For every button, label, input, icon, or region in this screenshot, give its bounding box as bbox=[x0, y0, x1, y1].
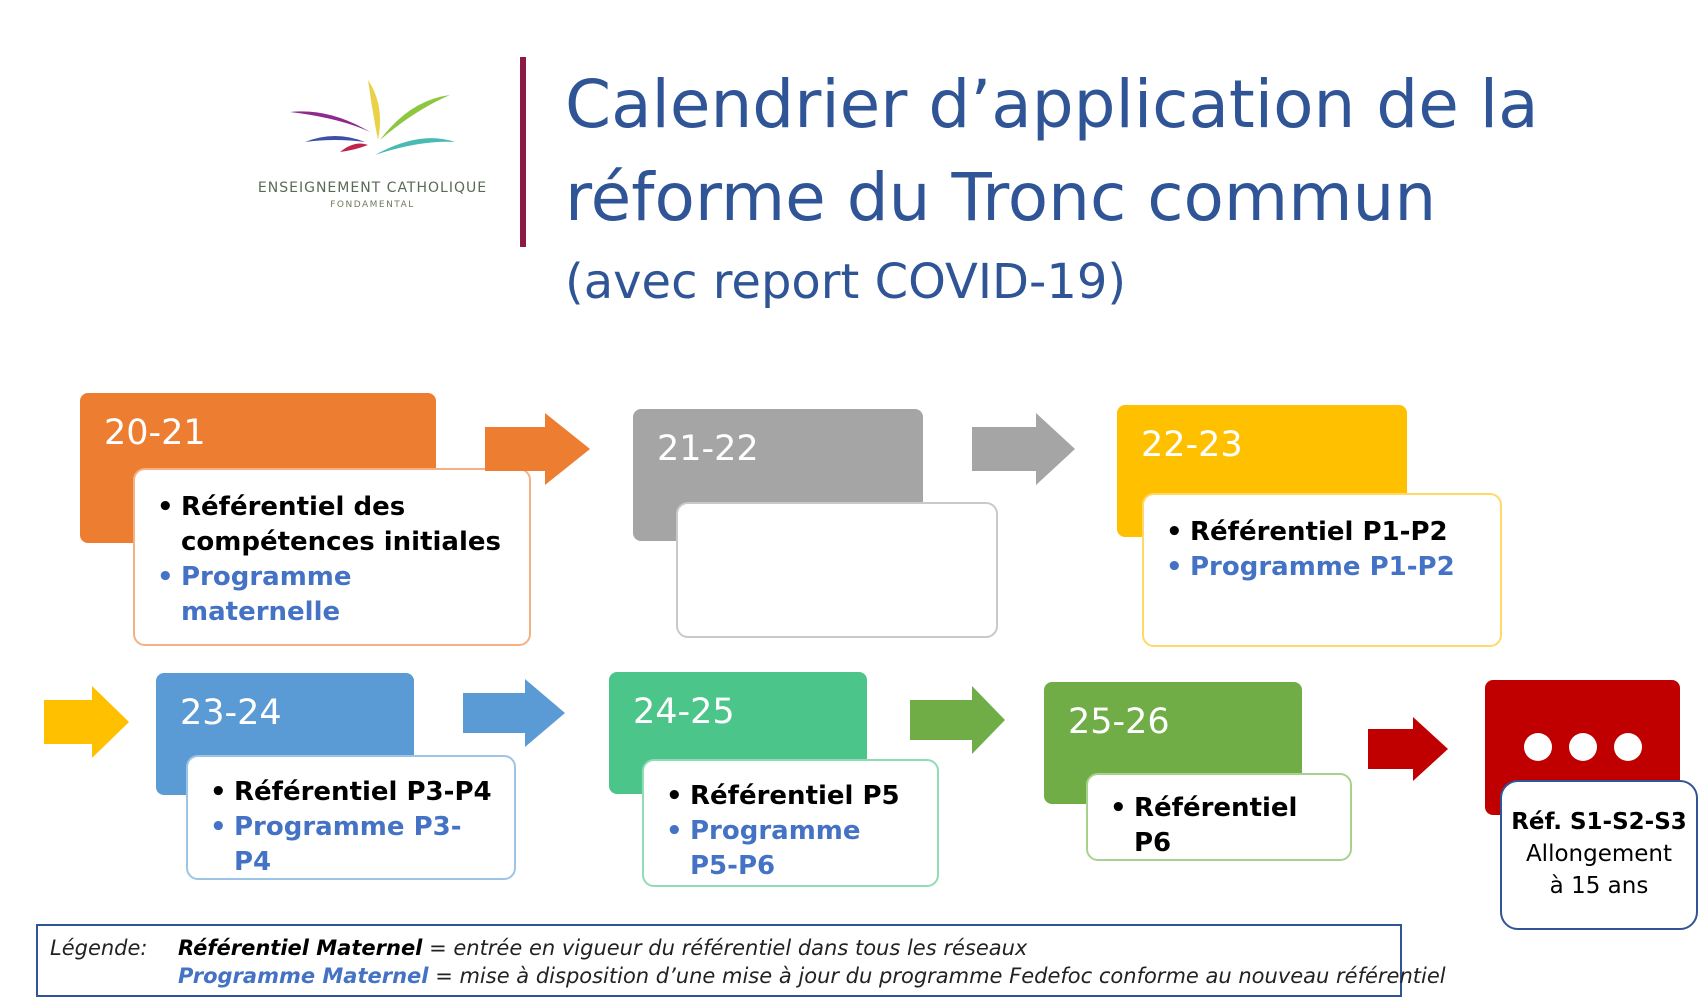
referentiel-item: • Référentiel P5 bbox=[666, 781, 900, 811]
programme-item: • Programme P3-P4 bbox=[210, 812, 462, 878]
legend-line-referentiel bbox=[178, 936, 1027, 960]
page-title-line1: Calendrier d’application de la bbox=[565, 66, 1539, 143]
title-accent-bar bbox=[520, 57, 526, 247]
year-label: 20-21 bbox=[104, 413, 206, 453]
legend-term-programme: Programme Maternel bbox=[178, 964, 429, 988]
arrow-red-icon bbox=[1368, 717, 1448, 781]
year-label: 21-22 bbox=[657, 429, 759, 469]
ellipsis-dot-icon bbox=[1614, 733, 1642, 761]
logo bbox=[250, 70, 495, 220]
page-subtitle: (avec report COVID-19) bbox=[565, 254, 1127, 310]
final-line2: Allongement bbox=[1525, 841, 1673, 868]
referentiel-item: • Référentiel P1-P2 bbox=[1166, 517, 1448, 547]
arrow-orange-icon bbox=[485, 413, 590, 485]
logo-brushstrokes-icon bbox=[250, 70, 495, 180]
programme-item: • Programme P5-P6 bbox=[666, 816, 861, 882]
legend-desc-programme: = mise à disposition d’une mise à jour du programme Fedefoc conforme au nouveau référentiel bbox=[428, 964, 1446, 988]
year-label: 22-23 bbox=[1141, 425, 1243, 465]
secondary-future-box bbox=[1500, 780, 1698, 930]
arrow-green-icon bbox=[910, 686, 1005, 754]
legend-label: Légende: bbox=[50, 936, 148, 960]
logo-name: ENSEIGNEMENT CATHOLIQUE bbox=[257, 180, 488, 196]
referentiel-item: • Référentiel P6 bbox=[1110, 793, 1298, 859]
legend-term-referentiel: Référentiel Maternel bbox=[178, 936, 423, 960]
year-label: 23-24 bbox=[180, 693, 282, 733]
legend bbox=[36, 924, 1446, 997]
referentiel-item: • Référentiel des compétences initiales bbox=[157, 492, 501, 558]
year-content-23-24 bbox=[186, 755, 516, 880]
referentiel-item: • Référentiel P3-P4 bbox=[210, 777, 492, 807]
year-content-25-26 bbox=[1086, 773, 1352, 861]
page-title-line2: réforme du Tronc commun bbox=[565, 159, 1437, 236]
ellipsis-dot-icon bbox=[1524, 733, 1552, 761]
year-content-24-25 bbox=[642, 759, 939, 887]
year-content-22-23 bbox=[1142, 493, 1502, 647]
logo-subtitle: FONDAMENTAL bbox=[330, 200, 415, 210]
final-line3: à 15 ans bbox=[1549, 873, 1649, 900]
ellipsis-dot-icon bbox=[1569, 733, 1597, 761]
legend-line-programme bbox=[178, 964, 1446, 988]
final-referentiel: Réf. S1-S2-S3 bbox=[1511, 809, 1687, 835]
arrow-gray-icon bbox=[972, 413, 1075, 485]
legend-desc-referentiel: = entrée en vigueur du référentiel dans tous les réseaux bbox=[422, 936, 1028, 960]
year-label: 25-26 bbox=[1068, 702, 1170, 742]
year-content-20-21 bbox=[133, 468, 531, 646]
programme-item: • Programme maternelle bbox=[157, 562, 352, 628]
programme-item: • Programme P1-P2 bbox=[1166, 552, 1455, 583]
arrow-yellow-icon bbox=[44, 686, 129, 758]
year-label: 24-25 bbox=[633, 692, 735, 732]
year-content-21-22 bbox=[676, 502, 998, 638]
arrow-blue-icon bbox=[463, 679, 565, 747]
